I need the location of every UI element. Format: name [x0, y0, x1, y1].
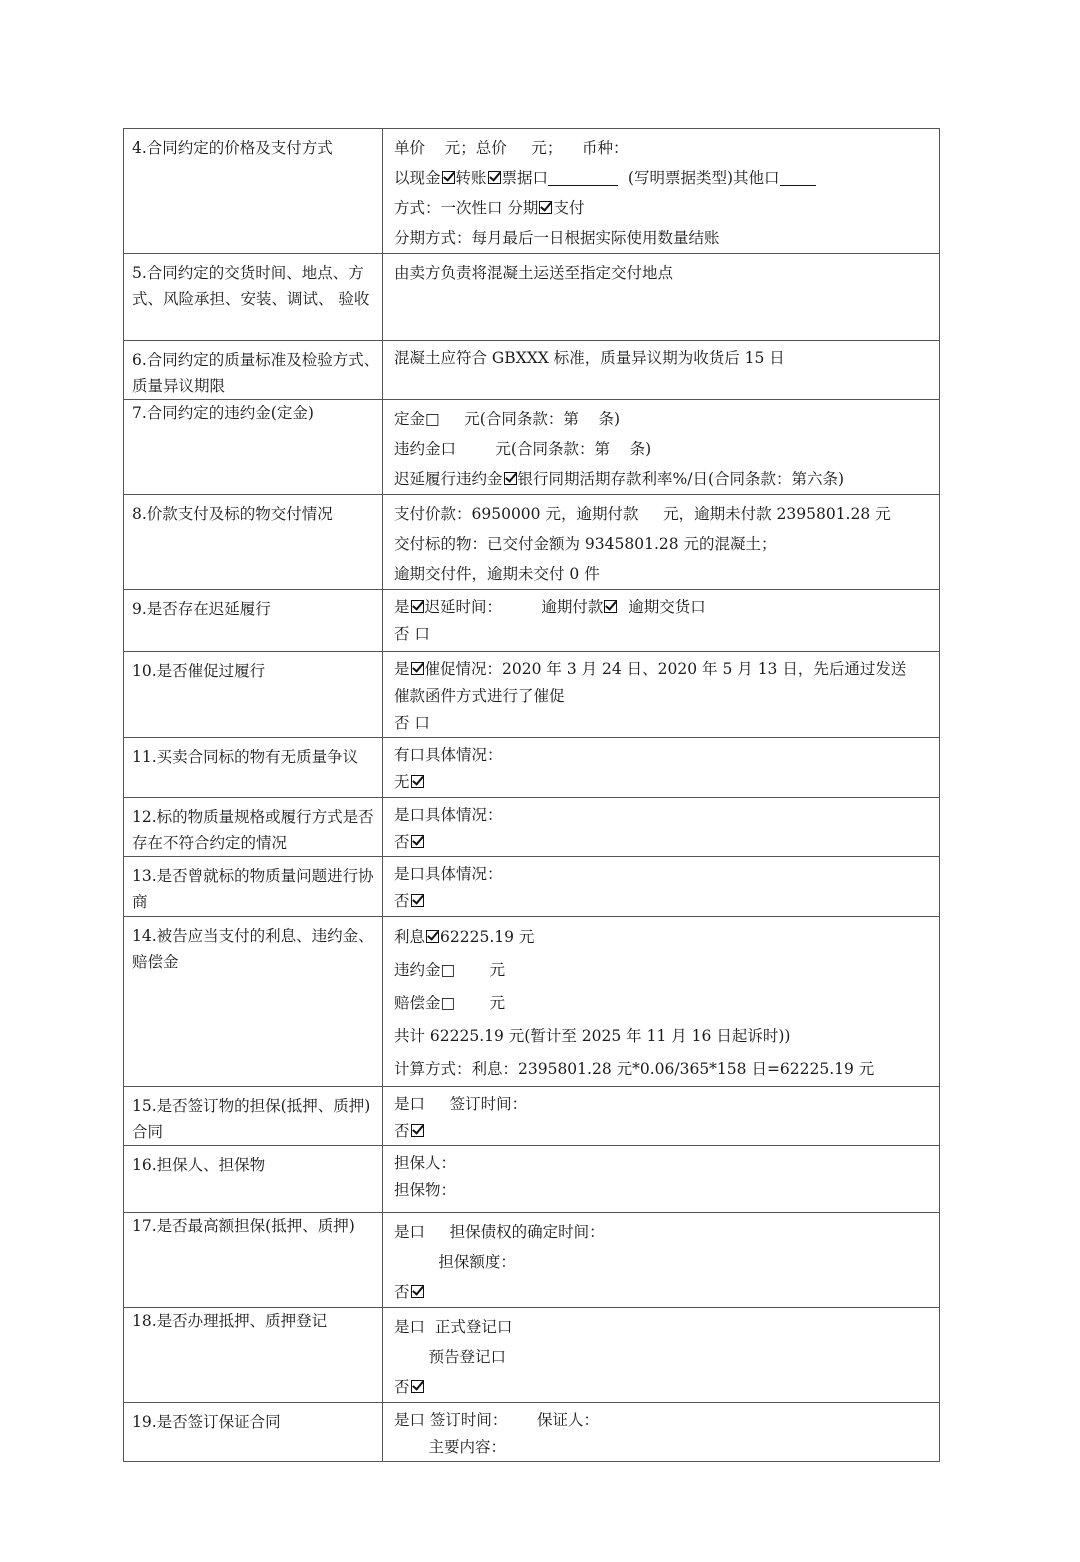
value-line	[394, 1312, 939, 1342]
row-label: 16.担保人、担保物	[124, 1146, 383, 1213]
line-text: 是	[394, 660, 410, 678]
line-text: 预告登记口	[394, 1348, 506, 1366]
row-value	[383, 857, 940, 917]
checked-box-icon	[411, 1285, 424, 1298]
line-text: 迟延履行违约金	[394, 470, 503, 488]
value-line	[394, 888, 939, 915]
row-label: 12.标的物质量规格或履行方式是否存在不符合约定的情况	[124, 798, 383, 857]
row-value	[383, 254, 940, 341]
value-line	[394, 987, 939, 1020]
value-line	[394, 921, 939, 954]
value-line	[394, 1277, 939, 1307]
line-text: 票据口	[501, 169, 549, 187]
line-text: 单价 元；总价 元； 币种：	[394, 139, 629, 157]
value-line	[394, 1091, 939, 1118]
table-row	[124, 1146, 940, 1213]
checked-box-icon	[426, 930, 439, 943]
line-text: 分期方式：每月最后一日根据实际使用数量结账	[394, 229, 720, 247]
checked-box-icon	[539, 201, 552, 214]
value-line	[394, 594, 939, 621]
value-line	[394, 434, 939, 464]
row-label: 14.被告应当支付的利息、违约金、赔偿金	[124, 917, 383, 1087]
row-value	[383, 917, 940, 1087]
value-line	[394, 404, 939, 434]
line-text: 逾期交付件，逾期未交付 0 件	[394, 565, 600, 583]
row-label: 15.是否签订物的担保(抵押、质押)合同	[124, 1087, 383, 1146]
table-row	[124, 917, 940, 1087]
checked-box-icon	[411, 894, 424, 907]
row-value	[383, 1403, 940, 1462]
line-text: 支付价款：6950000 元，逾期付款 元，逾期未付款 2395801.28 元	[394, 505, 891, 523]
row-value	[383, 1146, 940, 1213]
value-line	[394, 802, 939, 829]
line-text: 否 口	[394, 625, 430, 643]
value-line	[394, 223, 939, 253]
row-label: 17.是否最高额担保(抵押、质押)	[124, 1213, 383, 1308]
row-value	[383, 495, 940, 590]
row-value	[383, 129, 940, 254]
row-label: 19.是否签订保证合同	[124, 1403, 383, 1462]
checked-box-icon	[411, 600, 424, 613]
line-text: 是口 正式登记口	[394, 1318, 513, 1336]
line-text: 由卖方负责将混凝土运送至指定交付地点	[394, 264, 674, 282]
value-line	[394, 1053, 939, 1086]
table-row	[124, 400, 940, 495]
table-row	[124, 652, 940, 738]
row-value	[383, 400, 940, 495]
line-text: 担保物：	[394, 1181, 457, 1199]
checked-box-icon	[411, 1124, 424, 1137]
value-line	[394, 133, 939, 163]
table-row	[124, 1213, 940, 1308]
line-text: 迟延时间： 逾期付款	[424, 598, 604, 616]
row-value	[383, 590, 940, 652]
line-text: 否	[394, 833, 410, 851]
line-text: 支付	[553, 199, 585, 217]
line-text: 计算方式：利息：2395801.28 元*0.06/365*158 日=62225.19 元	[394, 1060, 875, 1078]
line-text: 利息	[394, 928, 426, 946]
table-row	[124, 495, 940, 590]
row-label: 9.是否存在迟延履行	[124, 590, 383, 652]
table-row	[124, 341, 940, 400]
value-line	[394, 559, 939, 589]
line-text: 违约金口 元(合同条款：第 条)	[394, 440, 652, 458]
line-text: 交付标的物：已交付金额为 9345801.28 元的混凝土；	[394, 535, 777, 553]
value-line	[394, 769, 939, 796]
line-text: 无	[394, 773, 410, 791]
line-text: 62225.19 元	[440, 928, 535, 946]
line-text: 赔偿金□ 元	[394, 994, 506, 1012]
value-line	[394, 1247, 939, 1277]
line-text: 是口 签订时间：	[394, 1095, 528, 1113]
value-line	[394, 1372, 939, 1402]
line-text: 有口具体情况：	[394, 746, 503, 764]
line-text: 逾期交货口	[618, 598, 706, 616]
row-label: 8.价款支付及标的物交付情况	[124, 495, 383, 590]
value-line	[394, 1118, 939, 1145]
table-row	[124, 738, 940, 798]
line-text: 以现金	[394, 169, 441, 187]
line-text: 是口 签订时间： 保证人：	[394, 1411, 599, 1429]
value-line	[394, 1020, 939, 1053]
row-label: 18.是否办理抵押、质押登记	[124, 1308, 383, 1403]
checked-box-icon	[411, 1380, 424, 1393]
line-text: 转账	[455, 169, 487, 187]
value-line	[394, 621, 939, 648]
line-text: 是	[394, 598, 410, 616]
row-value	[383, 341, 940, 400]
row-value	[383, 798, 940, 857]
value-line	[394, 683, 939, 710]
line-text: 是口具体情况：	[394, 806, 503, 824]
value-line	[394, 742, 939, 769]
value-line	[394, 656, 939, 683]
value-line	[394, 861, 939, 888]
table-row	[124, 129, 940, 254]
row-label: 5.合同约定的交货时间、地点、方式、风险承担、安装、调试、 验收	[124, 254, 383, 341]
row-value	[383, 1213, 940, 1308]
line-text: 是口 担保债权的确定时间：	[394, 1223, 605, 1241]
value-line	[394, 464, 939, 494]
value-line	[394, 258, 939, 288]
checked-box-icon	[442, 171, 455, 184]
value-line	[394, 1150, 939, 1177]
line-text: 违约金□ 元	[394, 961, 506, 979]
value-line	[394, 710, 939, 737]
line-text: 否	[394, 1378, 410, 1396]
value-line	[394, 1434, 939, 1461]
table-row	[124, 1087, 940, 1146]
line-text: 担保人：	[394, 1154, 457, 1172]
checked-box-icon	[604, 600, 617, 613]
value-line	[394, 1217, 939, 1247]
row-label: 6.合同约定的质量标准及检验方式、质量异议期限	[124, 341, 383, 400]
row-label: 7.合同约定的违约金(定金)	[124, 400, 383, 495]
table-row	[124, 254, 940, 341]
line-text: 主要内容：	[394, 1438, 506, 1456]
line-text: 混凝土应符合 GBXXX 标准，质量异议期为收货后 15 日	[394, 349, 785, 367]
value-line	[394, 1342, 939, 1372]
line-text: 否 口	[394, 714, 430, 732]
line-text: 定金□ 元(合同条款：第 条)	[394, 410, 621, 428]
value-line	[394, 499, 939, 529]
line-text: 否	[394, 1122, 410, 1140]
case-elements-table	[123, 128, 940, 1462]
line-text: 共计 62225.19 元(暂计至 2025 年 11 月 16 日起诉时))	[394, 1027, 791, 1045]
row-label: 4.合同约定的价格及支付方式	[124, 129, 383, 254]
table-row	[124, 1403, 940, 1462]
checked-box-icon	[411, 775, 424, 788]
value-line	[394, 345, 939, 372]
value-line	[394, 193, 939, 223]
line-text: (写明票据类型)其他口	[618, 169, 780, 187]
value-line	[394, 1177, 939, 1204]
row-label: 11.买卖合同标的物有无质量争议	[124, 738, 383, 798]
row-value	[383, 738, 940, 798]
row-value	[383, 652, 940, 738]
checked-box-icon	[411, 662, 424, 675]
line-text: 催促情况：2020 年 3 月 24 日、2020 年 5 月 13 日，先后通过发送	[424, 660, 907, 678]
row-value	[383, 1087, 940, 1146]
blank-underline	[548, 167, 618, 186]
line-text: 银行同期活期存款利率%/日(合同条款：第六条)	[517, 470, 845, 488]
table-row	[124, 857, 940, 917]
table-row	[124, 1308, 940, 1403]
table-row	[124, 590, 940, 652]
row-label: 10.是否催促过履行	[124, 652, 383, 738]
line-text: 方式：一次性口 分期	[394, 199, 539, 217]
line-text: 催款函件方式进行了催促	[394, 687, 565, 705]
checked-box-icon	[504, 472, 517, 485]
checked-box-icon	[488, 171, 501, 184]
line-text: 否	[394, 892, 410, 910]
row-label: 13.是否曾就标的物质量问题进行协商	[124, 857, 383, 917]
checked-box-icon	[411, 835, 424, 848]
value-line	[394, 529, 939, 559]
line-text: 是口具体情况：	[394, 865, 503, 883]
row-value	[383, 1308, 940, 1403]
table-row	[124, 798, 940, 857]
line-text: 担保额度：	[394, 1253, 516, 1271]
value-line	[394, 829, 939, 856]
blank-underline	[780, 167, 816, 186]
value-line	[394, 954, 939, 987]
line-text: 否	[394, 1283, 410, 1301]
value-line	[394, 1407, 939, 1434]
value-line	[394, 163, 939, 193]
